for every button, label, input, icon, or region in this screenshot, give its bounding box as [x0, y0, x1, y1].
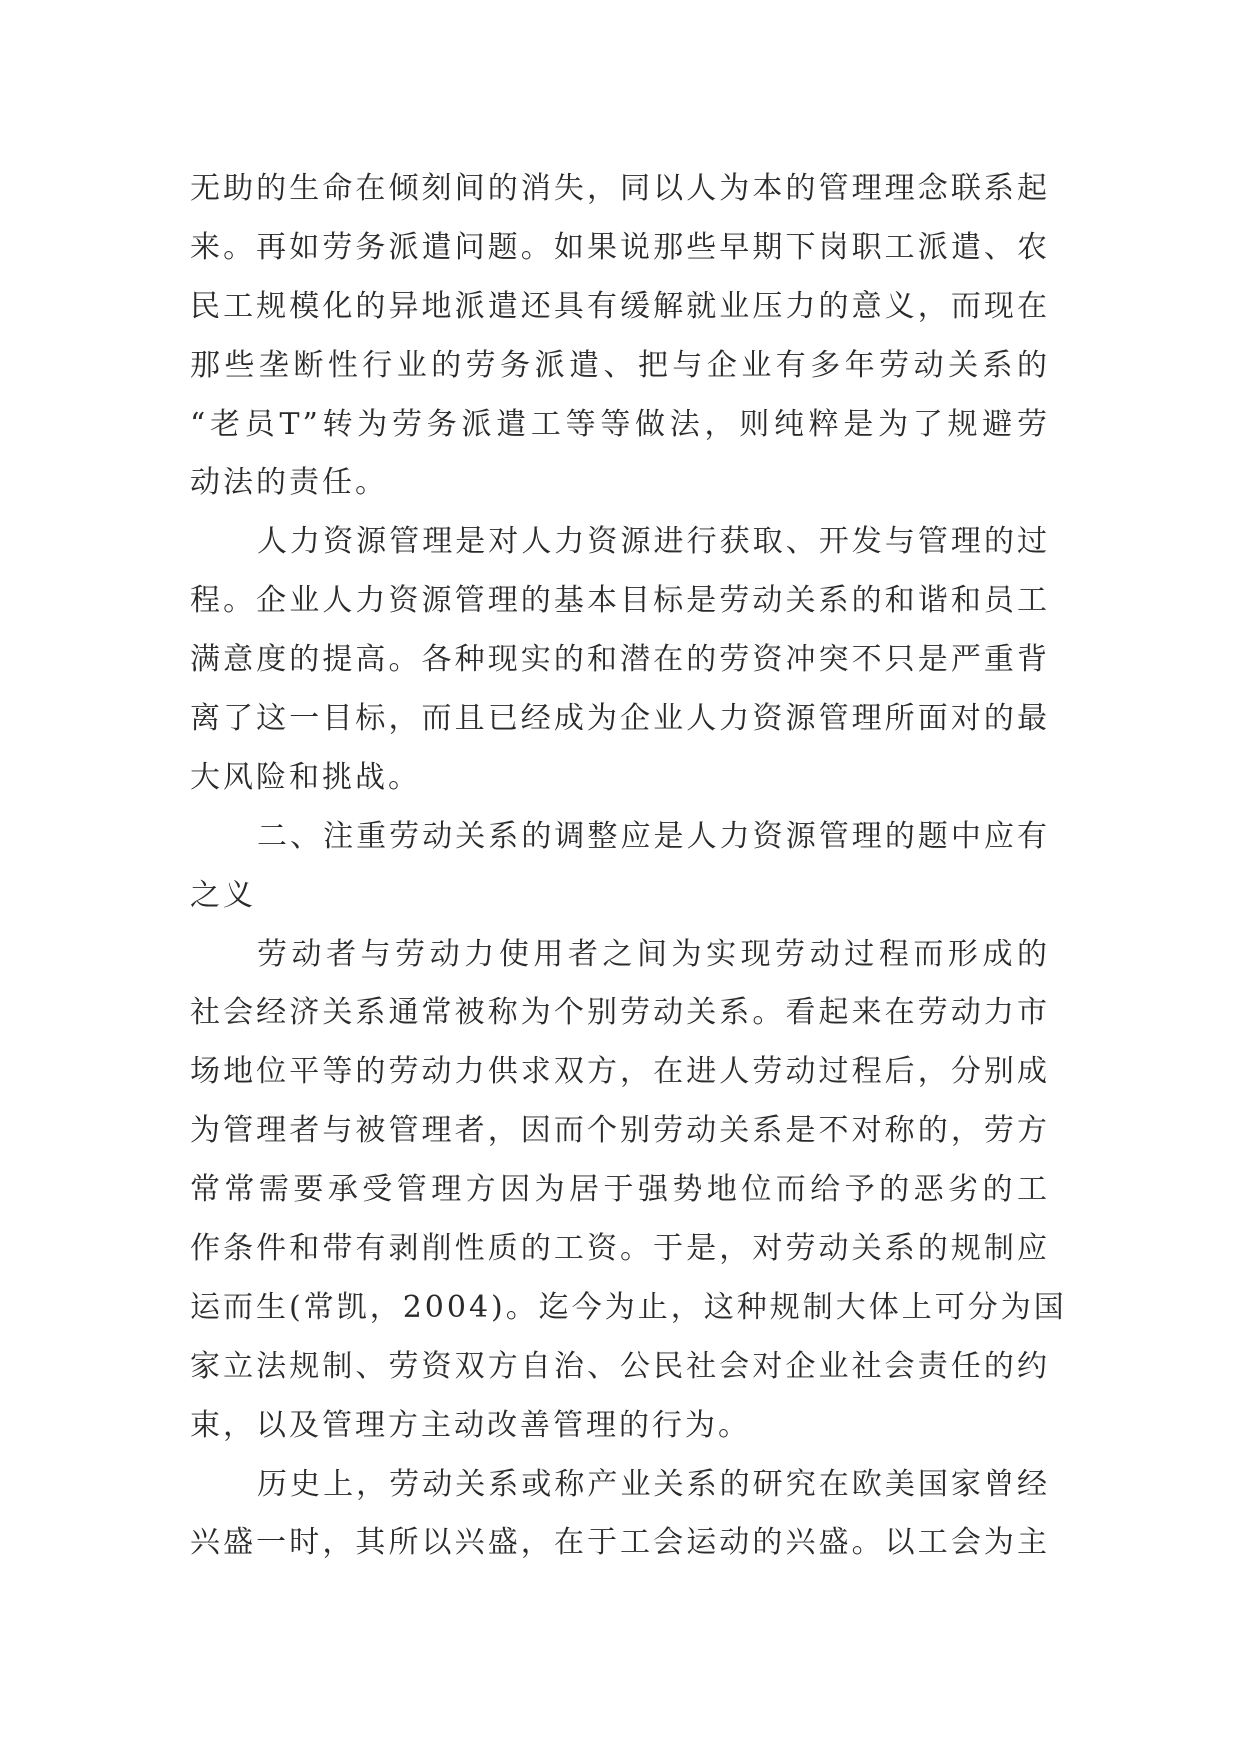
paragraph-3 [190, 926, 1067, 1456]
text-line: 家立法规制、劳资双方自治、公民社会对企业社会责任的约 [190, 1348, 1050, 1384]
heading-line: 之义 [190, 877, 256, 913]
paragraph-1 [190, 160, 1050, 513]
document-body [190, 160, 1067, 1573]
text-line: 劳动者与劳动力使用者之间为实现劳动过程而形成的 [257, 936, 1050, 972]
text-line: 运而生(常凯，2004)。迄今为止，这种规制大体上可分为国 [190, 1289, 1067, 1325]
heading-line: 二、注重劳动关系的调整应是人力资源管理的题中应有 [257, 818, 1050, 854]
text-line: 离了这一目标，而且已经成为企业人力资源管理所面对的最 [190, 701, 1050, 737]
text-line: 动法的责任。 [190, 465, 388, 501]
paragraph-4 [190, 1456, 1050, 1574]
text-line: 场地位平等的劳动力供求双方，在进人劳动过程后，分别成 [190, 1054, 1050, 1090]
text-line: 历史上，劳动关系或称产业关系的研究在欧美国家曾经 [257, 1466, 1050, 1502]
text-line: 那些垄断性行业的劳务派遣、把与企业有多年劳动关系的 [190, 347, 1050, 383]
text-line: 民工规模化的异地派遣还具有缓解就业压力的意义，而现在 [190, 288, 1050, 324]
text-line: 束，以及管理方主动改善管理的行为。 [190, 1407, 751, 1443]
text-line: 作条件和带有剥削性质的工资。于是，对劳动关系的规制应 [190, 1231, 1050, 1267]
section-heading [190, 808, 1050, 926]
text-line: 无助的生命在倾刻间的消失，同以人为本的管理理念联系起 [190, 171, 1050, 206]
text-line: “老员T”转为劳务派遣工等等做法，则纯粹是为了规避劳 [190, 406, 1050, 442]
text-line: 为管理者与被管理者，因而个别劳动关系是不对称的，劳方 [190, 1113, 1050, 1149]
text-line: 兴盛一时，其所以兴盛，在于工会运动的兴盛。以工会为主 [190, 1525, 1050, 1561]
text-line: 满意度的提高。各种现实的和潜在的劳资冲突不只是严重背 [190, 642, 1050, 678]
text-line: 程。企业人力资源管理的基本目标是劳动关系的和谐和员工 [190, 583, 1050, 619]
text-line: 来。再如劳务派遣问题。如果说那些早期下岗职工派遣、农 [190, 229, 1050, 265]
text-line: 社会经济关系通常被称为个别劳动关系。看起来在劳动力市 [190, 995, 1050, 1031]
text-line: 常常需要承受管理方因为居于强势地位而给予的恶劣的工 [190, 1172, 1050, 1208]
text-line: 大风险和挑战。 [190, 759, 421, 795]
paragraph-2 [190, 513, 1050, 807]
text-line: 人力资源管理是对人力资源进行获取、开发与管理的过 [257, 524, 1050, 560]
